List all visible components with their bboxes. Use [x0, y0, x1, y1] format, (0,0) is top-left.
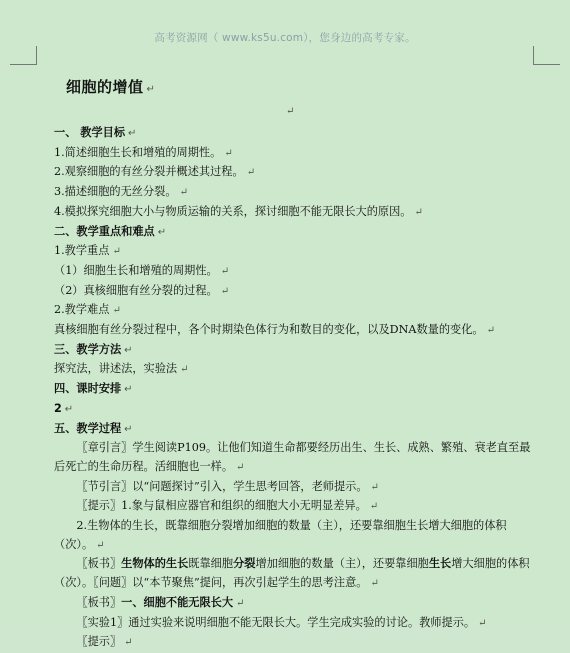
paragraph-mark-icon: ↵ — [246, 167, 256, 179]
document-line — [54, 242, 540, 262]
paragraph-mark-icon: ↵ — [486, 325, 495, 337]
document-title-text: 细胞的增值 — [66, 78, 144, 96]
document-line — [54, 555, 540, 593]
line-text: 真核细胞有丝分裂过程中，各个时期染色体行为和数目的变化，以及DNA数量的变化。 — [54, 323, 484, 337]
bold-text-run: 生长 — [428, 557, 452, 571]
paragraph-mark-icon: ↵ — [179, 187, 188, 199]
paragraph-mark-icon: ↵ — [64, 403, 74, 415]
line-text: 二、教学重点和难点 — [54, 224, 155, 238]
document-line — [54, 594, 540, 614]
paragraph-mark-icon: ↵ — [124, 384, 133, 396]
line-text: （2）真核细胞有丝分裂的过程。 — [54, 283, 218, 297]
document-line — [54, 420, 540, 440]
text-run: 〖板书〗 — [76, 595, 122, 609]
paragraph-mark-icon: ↵ — [180, 364, 189, 376]
bold-text-run: 一、细胞不能无限长大 — [121, 595, 234, 609]
line-text: 〖提示〗1.象与鼠相应器官和组织的细胞大小无明显差异。 — [76, 499, 367, 513]
document-line — [54, 163, 540, 183]
line-text: 2.生物体的生长，既靠细胞分裂增加细胞的数量（主），还要靠细胞生长增大细胞的体积（次）。 — [54, 519, 507, 551]
document-line — [54, 400, 540, 420]
paragraph-mark-icon: ↵ — [220, 265, 230, 277]
paragraph-mark-icon: ↵ — [157, 226, 167, 238]
paragraph-mark-icon: ↵ — [370, 481, 379, 493]
line-text: 探究法，讲述法，实验法 — [54, 362, 178, 376]
document-line — [54, 497, 540, 517]
paragraph-mark-icon: ↵ — [124, 423, 133, 435]
line-text: 1.教学重点 — [54, 244, 110, 258]
paragraph-mark-icon: ↵ — [220, 285, 230, 297]
paragraph-mark-icon: ↵ — [112, 246, 121, 258]
line-text: 五、教学过程 — [54, 421, 122, 435]
line-text: 2 — [54, 401, 62, 415]
text-run: 增加细胞的数量（主），还要靠细胞 — [255, 557, 429, 571]
paragraph-mark-icon: ↵ — [370, 578, 379, 590]
document-line — [54, 223, 540, 243]
document-line — [54, 614, 540, 634]
paragraph-mark-icon: ↵ — [112, 305, 121, 317]
line-text: （1）细胞生长和增殖的周期性。 — [54, 263, 218, 277]
line-text: 〖实验1〗通过实验来说明细胞不能无限长大。学生完成实验的讨论。教师提示。 — [76, 615, 476, 629]
line-text: 四、课时安排 — [54, 382, 122, 396]
paragraph-mark-icon: ↵ — [146, 84, 156, 95]
line-text: 1.简述细胞生长和增殖的周期性。 — [54, 145, 222, 159]
document-line — [54, 282, 540, 302]
crop-mark-top-right — [533, 46, 560, 65]
paragraph-mark-icon: ↵ — [478, 617, 487, 629]
text-run: 增大细胞的体积（次）。〖问题〗以“本节聚焦”提问，再次引起学生的思考注意。 — [54, 557, 530, 590]
line-text: 3.描述细胞的无丝分裂。 — [54, 185, 177, 199]
paragraph-mark-icon: ↵ — [96, 539, 105, 551]
line-text: 2.观察细胞的有丝分裂并概述其过程。 — [54, 165, 244, 179]
crop-mark-top-left — [10, 46, 37, 65]
document-line — [54, 321, 540, 341]
paragraph-mark-icon: ↵ — [236, 461, 245, 473]
document-title — [66, 76, 155, 97]
bold-text-run: 分裂 — [233, 557, 256, 571]
document-line — [54, 144, 540, 164]
line-text: 〖章引言〗学生阅读P109。让他们知道生命都要经历出生、生长、成熟、繁殖、衰老直至最后死亡的生命历程。活细胞也一样。 — [54, 441, 531, 473]
line-text: 〖提示〗 — [76, 635, 122, 649]
line-text: 2.教学难点 — [54, 303, 110, 317]
document-line — [54, 478, 540, 498]
paragraph-mark-icon: ↵ — [224, 147, 233, 159]
page-header: 高考资源网（ www.ks5u.com），您身边的高考专家。 — [154, 32, 416, 44]
bold-text-run: 生物体的生长 — [121, 557, 189, 571]
document-line — [54, 301, 540, 321]
text-run: 既靠细胞 — [188, 557, 234, 571]
paragraph-mark-icon: ↵ — [124, 637, 133, 649]
paragraph-mark-icon: ↵ — [128, 128, 137, 139]
paragraph-mark-icon: ↵ — [236, 597, 245, 609]
paragraph-mark-icon: ↵ — [286, 106, 295, 117]
document-line — [54, 360, 540, 380]
document-line — [54, 262, 540, 282]
document-line — [54, 341, 540, 361]
paragraph-mark-icon: ↵ — [369, 501, 379, 513]
document-body — [54, 124, 540, 653]
document-line — [54, 124, 540, 144]
document-line — [54, 380, 540, 400]
document-line — [54, 517, 540, 555]
line-text: 〖节引言〗以“问题探讨”引入，学生思考回答，老师提示。 — [76, 479, 368, 493]
document-line — [54, 439, 540, 477]
document-line — [54, 203, 540, 223]
document-line — [54, 633, 540, 653]
text-run: 〖板书〗 — [76, 557, 122, 571]
line-text: 三、教学方法 — [54, 342, 122, 356]
paragraph-mark-icon: ↵ — [124, 344, 133, 356]
document-line — [54, 183, 540, 203]
line-text: 4.模拟探究细胞大小与物质运输的关系，探讨细胞不能无限长大的原因。 — [54, 204, 412, 218]
paragraph-mark-icon: ↵ — [414, 206, 423, 218]
line-text: 一、 教学目标 — [54, 126, 126, 139]
